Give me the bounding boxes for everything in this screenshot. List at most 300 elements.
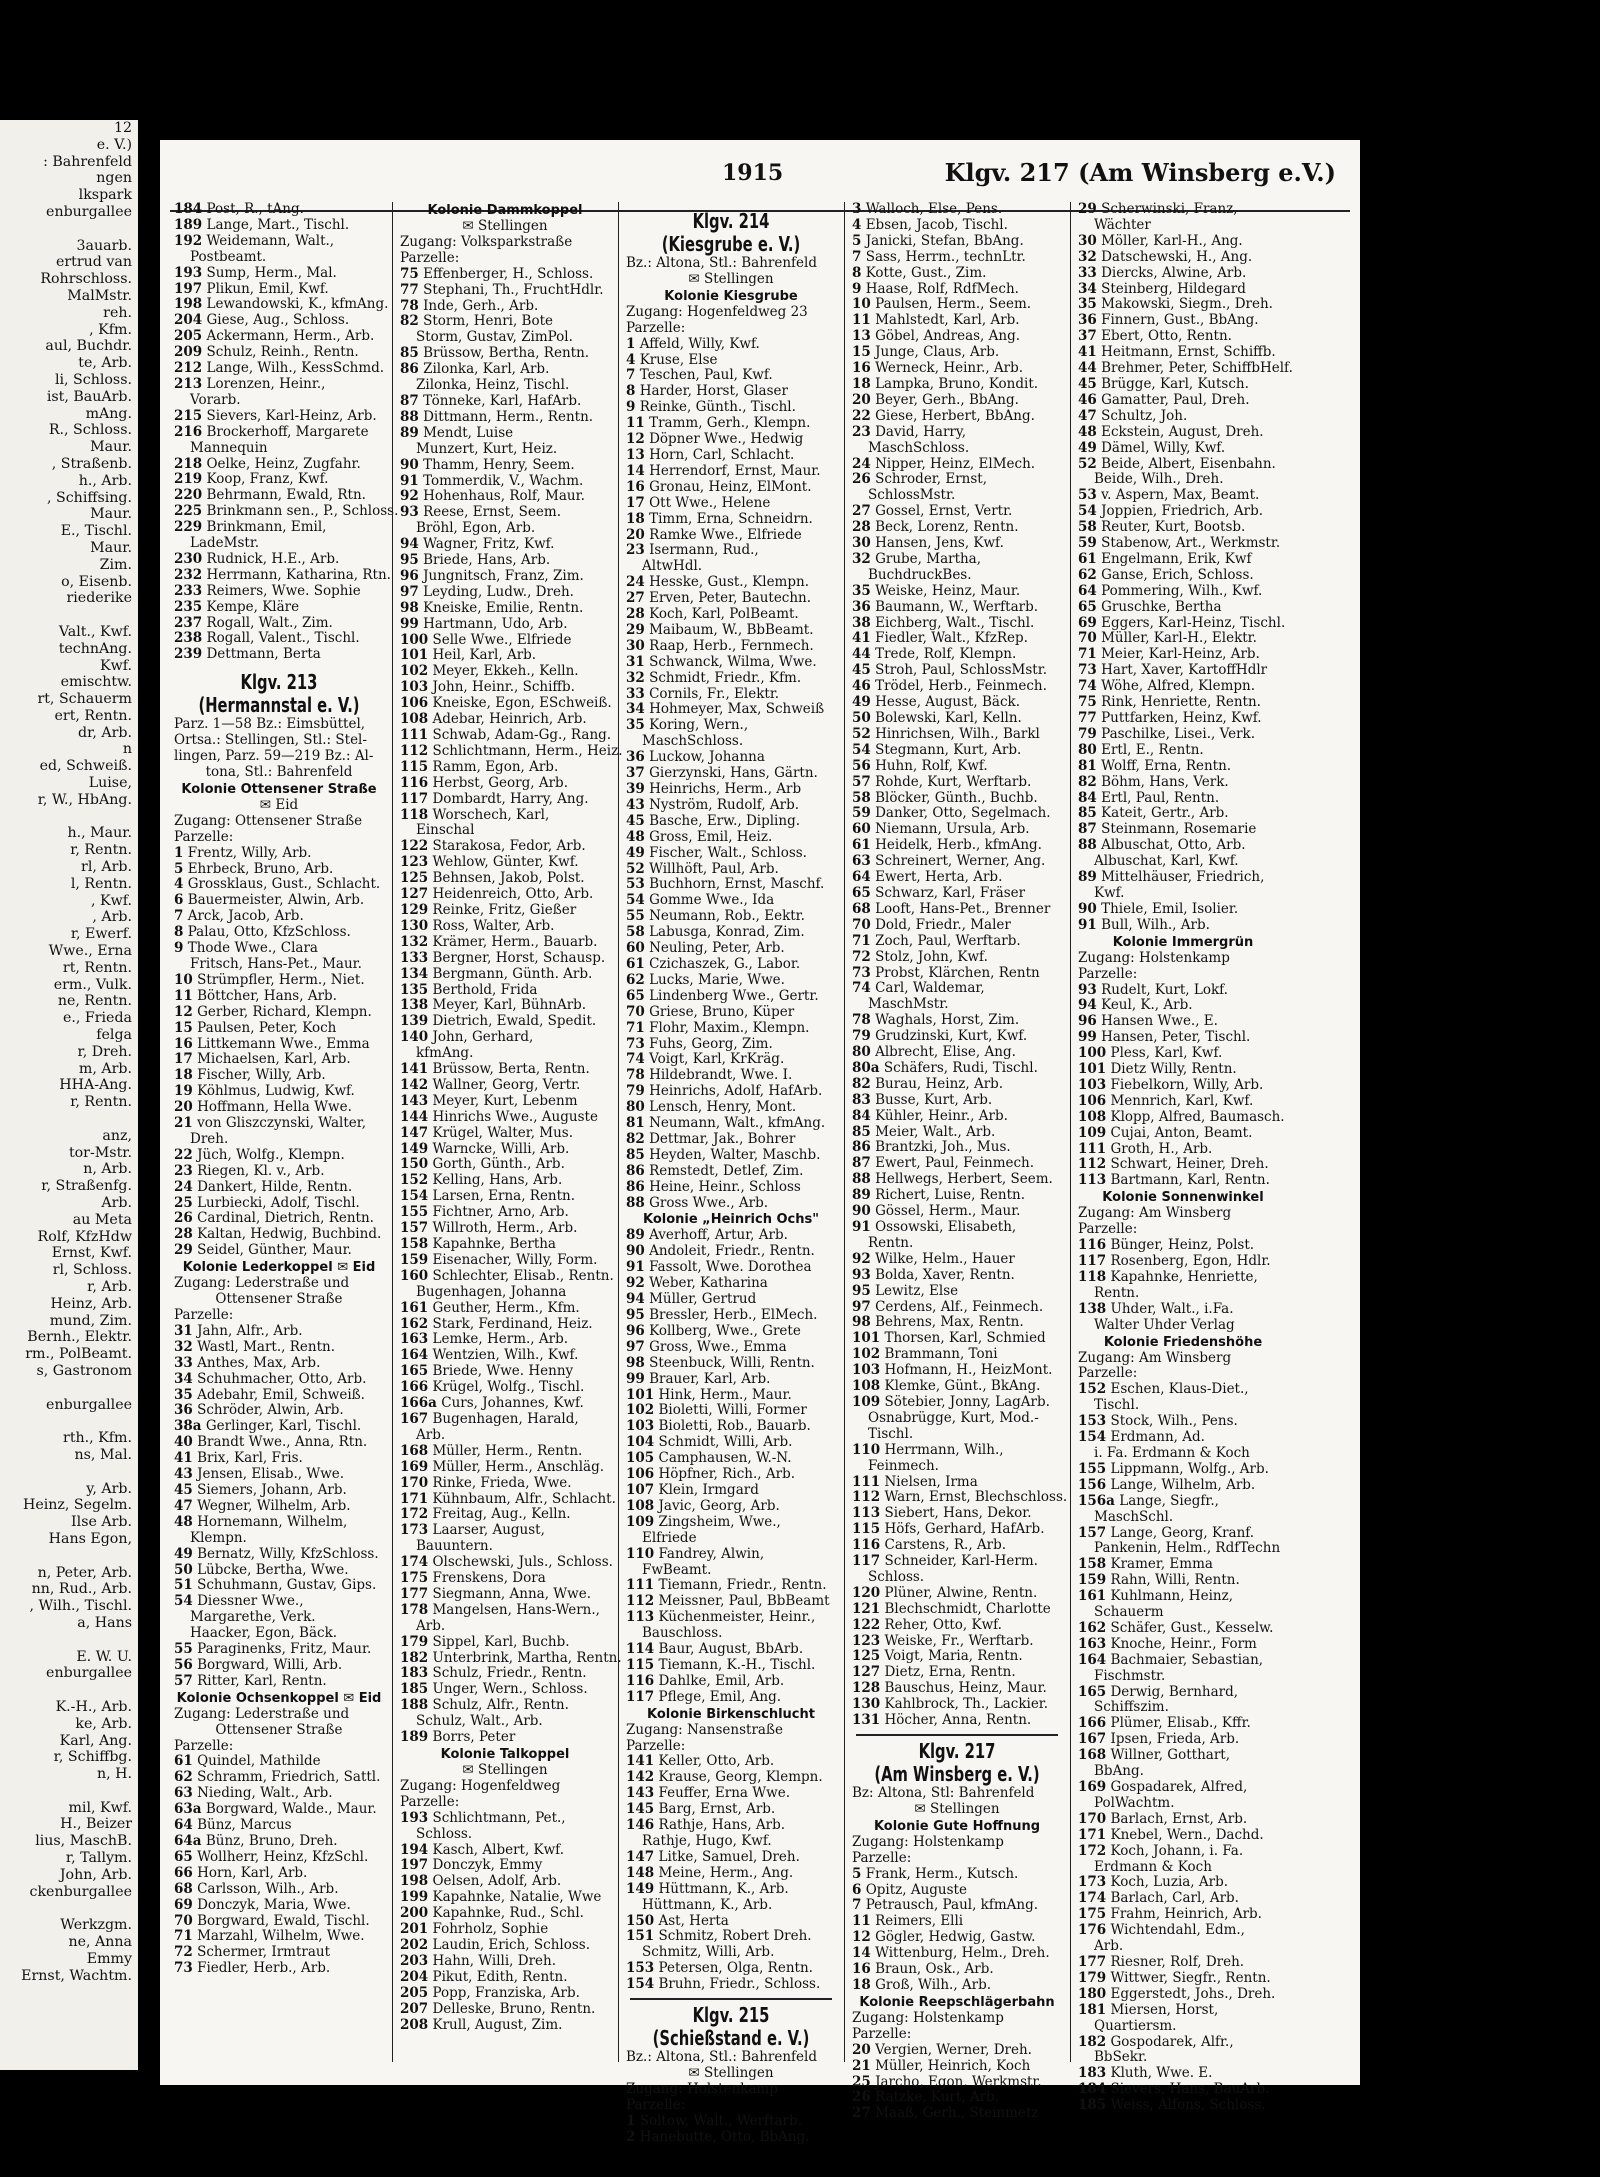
entry-text: Meine, Herm., Ang. [658, 1864, 794, 1881]
previous-page-line: r, Rentn. [70, 1094, 132, 1111]
parcel-number: 127 [852, 1664, 881, 1681]
previous-page-line: r, Dreh. [77, 1043, 132, 1060]
parcel-number: 220 [174, 487, 203, 504]
parcel-number: 115 [626, 1656, 655, 1673]
entry-text: Grudzinski, Kurt, Kwf. [875, 1028, 1028, 1045]
directory-entry [852, 1379, 1062, 1395]
parcel-number: 36 [626, 749, 645, 766]
parcel-number: 23 [626, 542, 645, 559]
previous-page-line: E. W. U. [76, 1648, 132, 1665]
parcel-number: 2 [626, 2128, 636, 2145]
directory-entry [852, 870, 1062, 886]
previous-page-line: , Kwf. [90, 892, 132, 909]
parcel-number: 97 [852, 1298, 871, 1315]
parcel-number: 41 [174, 1450, 193, 1467]
parcel-number: 28 [852, 519, 871, 536]
directory-entry [1078, 1685, 1288, 1701]
entry-text: Nyström, Rudolf, Arb. [649, 796, 800, 813]
parcel-number: 116 [400, 774, 429, 791]
previous-page-line [0, 1632, 138, 1649]
entry-text: Inde, Gerh., Arb. [423, 297, 539, 314]
directory-entry [626, 1021, 836, 1037]
directory-entry [174, 1786, 384, 1802]
entry-text: Warn, Ernst, Blechschloss. [884, 1489, 1068, 1506]
directory-entry [852, 2075, 1062, 2091]
entry-text: Knebel, Wern., Dachd. [1110, 1826, 1264, 1843]
directory-entry [852, 472, 1062, 488]
directory-entry [852, 631, 1062, 647]
entry-text: Walloch, Else, Pens. [865, 201, 1003, 217]
parcel-number: 24 [174, 1178, 193, 1195]
directory-entry [1078, 1907, 1288, 1923]
parcel-number: 61 [174, 1753, 193, 1770]
directory-entry [174, 1578, 384, 1594]
directory-entry [174, 1770, 384, 1786]
entry-text: Hofmann, H., HeizMont. [884, 1362, 1053, 1379]
previous-page-line: , Straßenb. [51, 455, 132, 472]
entry-text: Heidelk, Herb., kfmAng. [875, 837, 1042, 854]
entry-text: Höpfner, Rich., Arb. [658, 1466, 796, 1483]
directory-entry [400, 696, 610, 712]
entry-text: Thorsen, Karl, Schmied [884, 1330, 1046, 1347]
directory-entry [626, 941, 836, 957]
parcel-number: 13 [852, 328, 871, 345]
directory-entry [852, 313, 1062, 329]
directory-entry [626, 1037, 836, 1053]
parcel-number: 112 [852, 1489, 881, 1506]
directory-entry [400, 1635, 610, 1651]
directory-entry [174, 1754, 384, 1770]
entry-continuation: Osnabrügge, Kurt, Mod.- [868, 1409, 1039, 1426]
entry-continuation: Arb. [416, 1426, 446, 1443]
parcel-number: 84 [1078, 789, 1097, 806]
parcel-number: 49 [1078, 439, 1097, 456]
parcel-number: 64 [852, 869, 871, 886]
entry-text: Hohenhaus, Rolf, Maur. [423, 488, 585, 505]
directory-entry [852, 1538, 1062, 1554]
entry-text: Griese, Bruno, Küper [649, 1003, 795, 1020]
previous-page-line: Karl, Ang. [59, 1732, 132, 1749]
entry-text: Krügel, Walter, Mus. [432, 1124, 574, 1141]
directory-entry [174, 1196, 384, 1212]
directory-entry [1078, 360, 1293, 377]
directory-entry [852, 1125, 1062, 1141]
directory-entry [174, 1594, 384, 1610]
parcel-number: 89 [852, 1187, 871, 1204]
parcel-number: 175 [400, 1570, 429, 1587]
parcel-number: 142 [626, 1769, 655, 1786]
parcel-number: 45 [1078, 375, 1097, 392]
directory-entry [626, 1914, 836, 1930]
directory-entry [174, 1642, 384, 1658]
info-line: ✉ Stellingen [688, 270, 774, 287]
directory-entry [1078, 2098, 1288, 2114]
directory-entry [174, 600, 384, 616]
directory-entry [626, 1132, 836, 1148]
parcel-number: 150 [400, 1156, 429, 1173]
entry-text: Bachmaier, Sebastian, [1110, 1651, 1264, 1668]
previous-page-line: erm., Vulk. [53, 976, 132, 993]
parcel-number: 153 [1078, 1413, 1107, 1430]
parcel-number: 33 [626, 685, 645, 702]
entry-text: Thode Wwe., Clara [187, 940, 318, 957]
parcel-number: 7 [852, 248, 862, 265]
directory-entry [852, 1204, 1062, 1220]
directory-entry [174, 218, 384, 234]
entry-text: Adebahr, Emil, Schweiß. [197, 1386, 365, 1403]
entry-text: Rahn, Willi, Rentn. [1110, 1572, 1240, 1589]
directory-entry [626, 1196, 836, 1212]
directory-entry [174, 1116, 384, 1132]
directory-entry [852, 1602, 1062, 1618]
entry-text: Heine, Heinr., Schloss [649, 1178, 801, 1195]
parcel-number: 90 [626, 1243, 645, 1260]
directory-entry [1078, 2066, 1288, 2082]
entry-text: Marzahl, Wilhelm, Wwe. [197, 1928, 365, 1945]
entry-text: Lange, Georg, Kranf. [1110, 1524, 1255, 1541]
entry-text: Litke, Samuel, Dreh. [658, 1848, 800, 1865]
directory-entry [852, 2043, 1062, 2059]
entry-text: Frentz, Willy, Arb. [187, 844, 312, 861]
directory-entry [852, 1093, 1062, 1109]
parcel-number: 85 [852, 1123, 871, 1140]
directory-entry [626, 846, 836, 862]
entry-text: Meyer, Kurt, Lebenm [432, 1092, 578, 1109]
entry-text: Fuhs, Georg, Zim. [649, 1035, 773, 1052]
parcel-number: 207 [400, 2000, 429, 2017]
entry-text: Bergmann, Günth. Arb. [432, 965, 593, 982]
entry-text: Klemke, Günt., BkAng. [884, 1378, 1041, 1395]
previous-page-line: Werkzgm. [60, 1917, 132, 1934]
entry-text: Reinke, Fritz, Gießer [432, 901, 577, 918]
entry-text: Dombardt, Harry, Ang. [432, 790, 589, 807]
parcel-number: 84 [852, 1107, 871, 1124]
parcel-number: 172 [400, 1506, 429, 1523]
parcel-number: 62 [626, 971, 645, 988]
column-divider [392, 202, 393, 2062]
parcel-number: 70 [174, 1912, 193, 1929]
directory-entry [626, 575, 836, 591]
parcel-number: 24 [626, 574, 645, 591]
association-heading: (Kiesgrube e. V.) [661, 232, 801, 256]
parcel-number: 131 [852, 1712, 881, 1729]
parcel-number: 162 [400, 1315, 429, 1332]
directory-entry [852, 409, 1062, 425]
directory-entry [400, 1890, 610, 1906]
entry-text: Keul, K., Arb. [1101, 997, 1193, 1014]
directory-entry [626, 718, 836, 734]
directory-entry [626, 989, 836, 1005]
directory-entry [626, 1578, 836, 1594]
parcel-number: 108 [1078, 1108, 1107, 1125]
parcel-number: 25 [852, 2073, 871, 2090]
directory-entry [400, 712, 610, 728]
directory-entry [1078, 1494, 1288, 1510]
directory-entry [852, 1883, 1062, 1899]
previous-page-line: , Schiffsing. [47, 489, 132, 506]
entry-text: Delleske, Bruno, Rentn. [432, 2000, 596, 2017]
entry-text: Kempe, Kläre [206, 598, 300, 615]
entry-text: Rathje, Hans, Arb. [658, 1817, 786, 1834]
entry-text: Scherwinski, Franz, [1101, 201, 1238, 217]
parcel-number: 82 [852, 1075, 871, 1092]
directory-entry [852, 504, 1062, 520]
parcel-number: 100 [1078, 1045, 1107, 1062]
parcel-number: 108 [852, 1378, 881, 1395]
entry-text: Bressler, Herb., ElMech. [649, 1307, 818, 1323]
parcel-number: 99 [400, 615, 419, 632]
entry-text: Adebar, Heinrich, Arb. [432, 711, 587, 728]
previous-page-line: ne, Anna [68, 1934, 132, 1951]
previous-page-line: ist, BauArb. [46, 388, 132, 405]
parcel-number: 50 [174, 1561, 193, 1578]
parcel-number: 37 [626, 765, 645, 782]
directory-entry [174, 425, 384, 441]
parcel-number: 165 [400, 1363, 429, 1380]
parcel-number: 105 [626, 1450, 655, 1467]
entry-text: Hansen Wwe., E. [1101, 1013, 1218, 1030]
entry-text: Tramm, Gerh., Klempn. [649, 415, 811, 432]
entry-text: Dankert, Hilde, Rentn. [197, 1178, 353, 1195]
entry-text: Heinrichs, Adolf, HafArb. [649, 1083, 823, 1100]
info-line: Zugang: Volksparkstraße [400, 233, 573, 250]
directory-entry [626, 973, 836, 989]
entry-text: Post, R., tAng. [206, 201, 304, 217]
directory-entry [852, 1188, 1062, 1204]
info-line: Parzelle: [174, 1307, 234, 1323]
entry-text: Cujai, Anton, Beamt. [1110, 1124, 1253, 1141]
parcel-number: 9 [174, 940, 184, 957]
previous-page-line [0, 607, 138, 624]
previous-page-line: ngen [96, 170, 132, 187]
directory-entry [852, 1713, 1062, 1729]
parcel-number: 47 [174, 1497, 193, 1514]
entry-text: Meyer, Ekkeh., Kelln. [432, 663, 579, 680]
parcel-number: 11 [626, 415, 645, 432]
entry-text: Makowski, Siegm., Dreh. [1101, 296, 1273, 313]
entry-text: Behnsen, Jakob, Polst. [432, 870, 585, 887]
entry-text: Lange, Wilh., KessSchmd. [206, 360, 385, 377]
directory-entry [852, 1618, 1062, 1634]
parcel-number: 64a [174, 1833, 202, 1849]
entry-text: John, Heinr., Schiffb. [432, 679, 575, 696]
entry-text: Mennrich, Karl, Kwf. [1110, 1092, 1254, 1109]
directory-entry [174, 1324, 384, 1340]
directory-entry [174, 1435, 384, 1451]
parcel-number: 115 [400, 758, 429, 775]
directory-entry [626, 687, 836, 703]
entry-text: Lange, Mart., Tischl. [206, 216, 350, 233]
entry-text: Rudnick, H.E., Arb. [206, 550, 340, 567]
entry-text: Lemke, Herm., Arb. [432, 1331, 569, 1348]
entry-text: von Gliszczynski, Walter, [197, 1115, 367, 1132]
parcel-number: 70 [1078, 630, 1097, 647]
entry-text: Brix, Karl, Fris. [197, 1450, 303, 1467]
parcel-number: 185 [1078, 2097, 1107, 2114]
association-heading: Klgv. 215 [692, 2003, 770, 2028]
parcel-number: 117 [1078, 1253, 1107, 1269]
entry-text: Schäfer, Gust., Kesselw. [1110, 1619, 1274, 1636]
entry-text: Ebert, Otto, Rentn. [1101, 328, 1232, 345]
directory-entry [1078, 1110, 1288, 1126]
entry-text: Paulsen, Peter, Koch [197, 1019, 337, 1036]
directory-entry [174, 1961, 384, 1977]
directory-entry [626, 671, 836, 687]
previous-page-line: rth., Kfm. [63, 1430, 132, 1447]
previous-page-line: ke, Arb. [75, 1715, 132, 1732]
info-line: Bz.: Altona, Stl.: Bahrenfeld [626, 2049, 817, 2066]
entry-text: Kapahnke, Natalie, Wwe [432, 1889, 602, 1906]
parcel-number: 96 [1078, 1013, 1097, 1030]
entry-text: Averhoff, Artur, Arb. [649, 1227, 788, 1244]
entry-text: Reimers, Wwe. Sophie [206, 582, 361, 599]
parcel-number: 12 [174, 1003, 193, 1020]
entry-text: Koring, Wern., [649, 717, 749, 734]
directory-entry [852, 552, 1062, 568]
entry-text: Blöcker, Günth., Buchb. [875, 789, 1038, 806]
directory-entry [852, 1681, 1062, 1697]
parcel-number: 225 [174, 503, 203, 520]
parcel-number: 91 [626, 1259, 645, 1276]
parcel-number: 116 [852, 1537, 881, 1554]
entry-text: Eisenacher, Willy, Form. [432, 1251, 598, 1268]
parcel-number: 113 [852, 1505, 881, 1522]
directory-entry [1078, 1891, 1288, 1907]
parcel-number: 91 [852, 1219, 871, 1235]
entry-text: Ast, Herta [658, 1912, 729, 1929]
previous-page-line: li, Schloss. [54, 371, 132, 388]
parcel-number: 51 [174, 1577, 193, 1594]
entry-text: Probst, Klärchen, Rentn [875, 964, 1040, 981]
info-line: Parzelle: [400, 1793, 460, 1810]
entry-text: Reese, Ernst, Seem. [423, 504, 561, 521]
directory-entry [174, 457, 384, 473]
parcel-number: 53 [626, 876, 645, 893]
previous-page-line: e. V.) [96, 136, 132, 153]
directory-entry [1078, 282, 1288, 298]
entry-text: Palau, Otto, KfzSchloss. [187, 924, 351, 941]
directory-entry [1078, 393, 1288, 409]
directory-entry [400, 1030, 610, 1046]
entry-text: Kateit, Gertr., Arb. [1101, 805, 1229, 822]
info-line: tona, Stl.: Bahrenfeld [205, 764, 353, 780]
previous-page-line [0, 1682, 138, 1699]
parcel-number: 204 [174, 312, 203, 329]
entry-text: Littkemann Wwe., Emma [197, 1035, 370, 1052]
colony-heading: Kolonie Immergrün [1112, 934, 1254, 950]
entry-text: Bartmann, Karl, Rentn. [1110, 1172, 1270, 1189]
entry-text: Weiss, Alfons, Schloss. [1110, 2097, 1266, 2114]
entry-text: Grossklaus, Gust., Schlacht. [187, 876, 381, 893]
parcel-number: 20 [852, 391, 871, 408]
parcel-number: 114 [626, 1641, 655, 1658]
column-5 [1078, 201, 1293, 2114]
entry-text: Laarser, August, [432, 1522, 545, 1539]
directory-entry [174, 1674, 384, 1690]
previous-page-line: Wwe., Erna [48, 943, 132, 960]
entry-text: Reher, Otto, Kwf. [884, 1616, 1002, 1633]
entry-text: Fiebelkorn, Willy, Arb. [1110, 1076, 1264, 1093]
info-line: Zugang: Am Winsberg [1078, 1349, 1232, 1366]
parcel-number: 102 [626, 1402, 655, 1419]
directory-entry [626, 1929, 836, 1945]
directory-entry [174, 616, 384, 632]
previous-page-line: felga [96, 1027, 132, 1044]
parcel-number: 71 [1078, 646, 1097, 663]
directory-entry [1078, 695, 1288, 711]
parcel-number: 132 [400, 933, 429, 950]
parcel-number: 3 [852, 201, 862, 217]
parcel-number: 49 [174, 1545, 193, 1562]
directory-entry [174, 1898, 384, 1914]
entry-continuation: LadeMstr. [190, 535, 260, 552]
entry-text: Ritter, Karl, Rentn. [197, 1672, 327, 1689]
colony-heading: Kolonie Lederkoppel ✉ Eid [182, 1260, 376, 1276]
directory-entry [626, 1164, 836, 1180]
entry-text: Dämel, Willy, Kwf. [1101, 439, 1226, 456]
parcel-number: 201 [400, 1921, 429, 1938]
entry-text: Giese, Herbert, BbAng. [875, 407, 1035, 424]
directory-entry [1078, 1844, 1288, 1860]
parcel-number: 92 [852, 1250, 871, 1267]
entry-text: Lewandowski, K., kfmAng. [206, 296, 389, 313]
entry-text: Paschilke, Lisei., Verk. [1101, 725, 1256, 742]
directory-entry [1078, 2082, 1288, 2098]
parcel-number: 155 [400, 1204, 429, 1221]
parcel-number: 133 [400, 949, 429, 966]
entry-text: Rogall, Walt., Zim. [206, 614, 333, 631]
directory-entry [400, 792, 610, 808]
parcel-number: 14 [626, 462, 645, 479]
directory-entry [852, 1029, 1062, 1045]
directory-entry [852, 1506, 1062, 1522]
directory-entry [852, 966, 1062, 982]
directory-entry [1078, 297, 1288, 313]
previous-page-line: n, Peter, Arb. [37, 1564, 132, 1581]
directory-entry [626, 862, 836, 878]
entry-text: Krämer, Herm., Bauarb. [432, 933, 598, 950]
previous-page-line: Ernst, Wachtm. [21, 1967, 132, 1984]
parcel-number: 86 [852, 1139, 871, 1156]
parcel-number: 5 [174, 860, 184, 877]
directory-entry [1078, 1270, 1288, 1286]
directory-entry [626, 909, 836, 925]
association-heading: (Hermannstal e. V.) [198, 693, 360, 718]
entry-text: Fichtner, Arno, Arb. [432, 1204, 569, 1221]
parcel-number: 8 [626, 383, 636, 400]
directory-entry [400, 267, 610, 283]
directory-entry [174, 266, 384, 282]
entry-text: Engelmann, Erik, Kwf [1101, 550, 1252, 567]
entry-text: Joppien, Friedrich, Arb. [1101, 503, 1264, 520]
parcel-number: 167 [400, 1410, 429, 1427]
parcel-number: 102 [400, 663, 429, 680]
parcel-number: 199 [400, 1889, 429, 1906]
directory-entry [400, 1523, 610, 1539]
entry-text: Höcher, Anna, Rentn. [884, 1712, 1032, 1729]
entry-text: Cardinal, Dietrich, Rentn. [197, 1210, 374, 1227]
parcel-number: 194 [400, 1841, 429, 1858]
previous-page-line [0, 1380, 138, 1397]
entry-text: Baumann, W., Werftarb. [875, 598, 1039, 615]
entry-continuation: BbSekr. [1094, 2049, 1148, 2066]
entry-text: Steenbuck, Willi, Rentn. [649, 1354, 815, 1371]
directory-entry [626, 1594, 836, 1610]
parcel-number: 54 [174, 1593, 193, 1610]
parcel-number: 140 [400, 1029, 429, 1046]
parcel-number: 168 [1078, 1747, 1107, 1764]
directory-entry [1078, 759, 1288, 775]
